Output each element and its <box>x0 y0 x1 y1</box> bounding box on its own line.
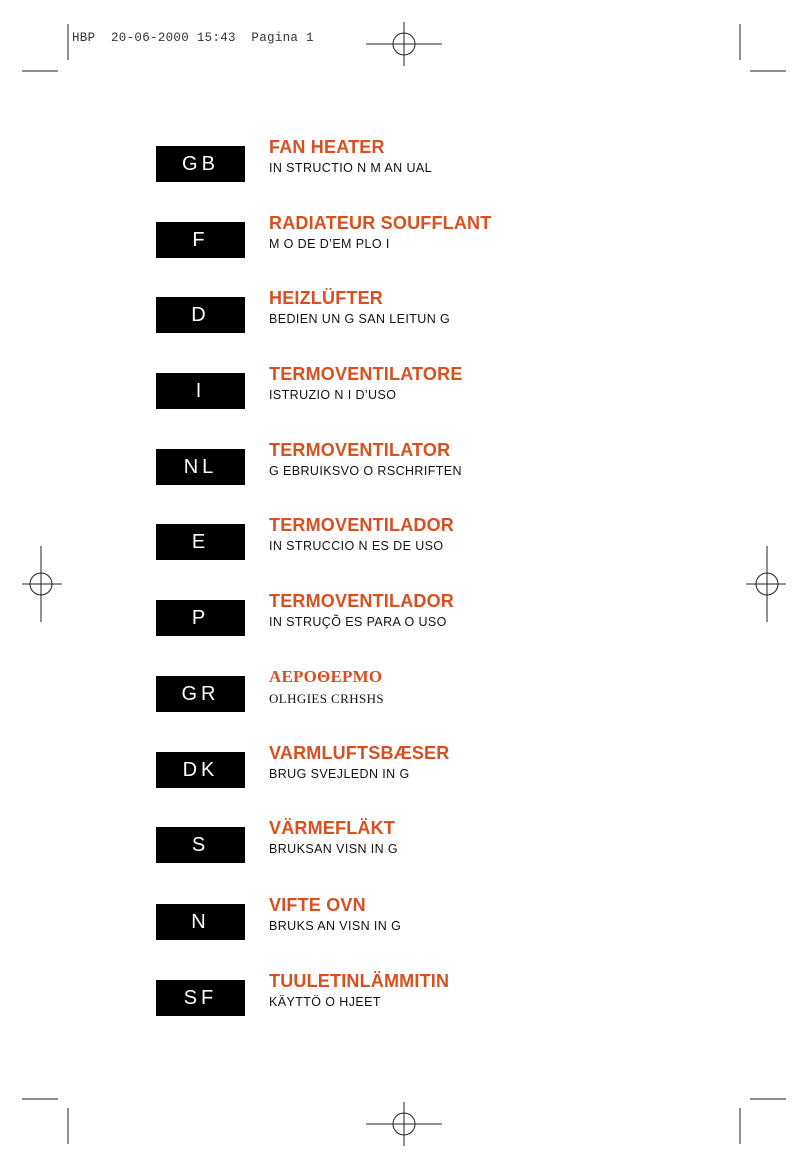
entry-title: TERMOVENTILADOR <box>269 515 454 535</box>
entry-subtitle: BRUKS AN VISN IN G <box>269 919 402 933</box>
entry-title: ΑΕΡΟΘΕΡΜΟ <box>269 667 383 686</box>
language-code: I <box>156 373 245 409</box>
registration-mark-right <box>746 546 786 622</box>
entry-title: TUULETINLÄMMITIN <box>269 971 450 991</box>
language-code: NL <box>156 449 245 485</box>
language-code: GB <box>156 146 245 182</box>
entry-title: VIFTE OVN <box>269 895 366 915</box>
entry-subtitle: BEDIEN UN G SAN LEITUN G <box>269 312 451 326</box>
entry-subtitle: KÄYTTÖ O HJEET <box>269 995 381 1009</box>
registration-mark-left <box>22 546 62 622</box>
entry-subtitle: IN STRUCTIO N M AN UAL <box>269 161 432 175</box>
entry-title: FAN HEATER <box>269 137 385 157</box>
entry-title: RADIATEUR SOUFFLANT <box>269 213 492 233</box>
print-slug: HBP 20-06-2000 15:43 Pagina 1 <box>72 31 314 45</box>
language-code: E <box>156 524 245 560</box>
entry-title: VARMLUFTSBÆSER <box>269 743 450 763</box>
language-code: GR <box>156 676 245 712</box>
entry-subtitle: BRUKSAN VISN IN G <box>269 842 399 856</box>
entry-title: VÄRMEFLÄKT <box>269 818 395 838</box>
entry-title: TERMOVENTILATOR <box>269 440 451 460</box>
language-code: F <box>156 222 245 258</box>
entry-subtitle: ISTRUZIO N I D’USO <box>269 388 397 402</box>
language-code: D <box>156 297 245 333</box>
registration-mark-top <box>366 22 442 66</box>
entry-title: HEIZLÜFTER <box>269 288 383 308</box>
registration-mark-bottom <box>366 1102 442 1146</box>
entry-subtitle: BRUG SVEJLEDN IN G <box>269 767 410 781</box>
entry-title: TERMOVENTILATORE <box>269 364 463 384</box>
entry-subtitle: M O DE D’EM PLO I <box>269 237 390 251</box>
language-code: P <box>156 600 245 636</box>
language-code: S <box>156 827 245 863</box>
language-code: DK <box>156 752 245 788</box>
language-code: SF <box>156 980 245 1016</box>
entry-subtitle: IN STRUÇÕ ES PARA O USO <box>269 615 447 629</box>
entry-subtitle: G EBRUIKSVO O RSCHRIFTEN <box>269 464 462 478</box>
entry-subtitle: OLHGIES CRHSHS <box>269 691 385 706</box>
language-code: N <box>156 904 245 940</box>
entry-subtitle: IN STRUCCIO N ES DE USO <box>269 539 444 553</box>
entry-title: TERMOVENTILADOR <box>269 591 454 611</box>
